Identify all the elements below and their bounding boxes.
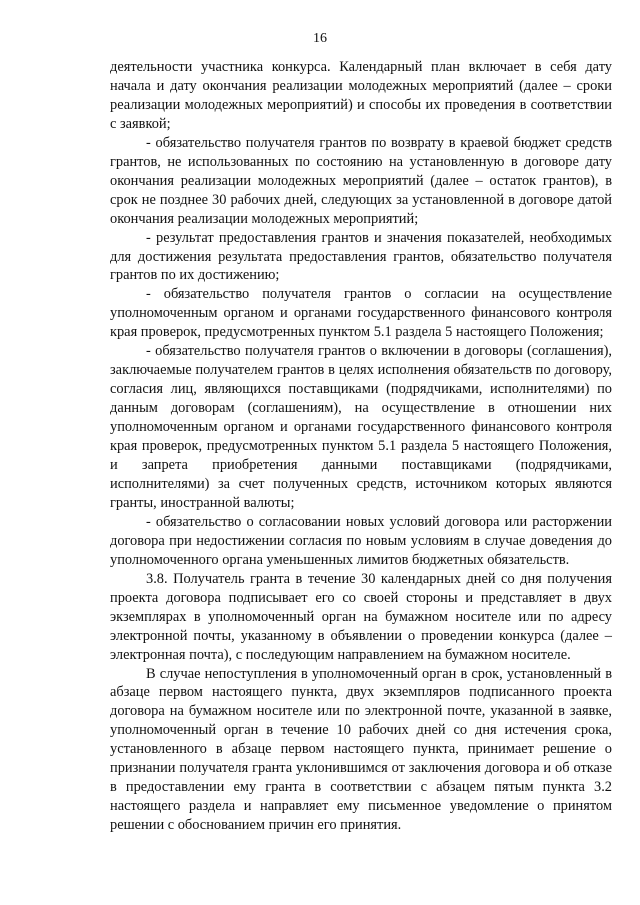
page-number: 16: [313, 31, 327, 46]
paragraph-3-8: 3.8. Получатель гранта в течение 30 календарных дней со дня получения проекта договора подписывает его со своей стороны и представляет в двух экземплярах в уполномоченный орган на бумажном носителе или по адресу электронной почты, указанному в объявлении о проведении конкурса (далее – электронная почта), с последующим направлением на бумажном носителе.: [110, 570, 612, 663]
paragraph-non-receipt: В случае непоступления в уполномоченный орган в срок, установленный в абзаце первом настоящего пункта, двух экземпляров подписанного проекта договора на бумажном носителе или по электронной почте, указанной в заявке, уполномоченный орган в течение 10 рабочих дней со дня истечения срока, установленного в абзаце первом настоящего пункта, принимает решение о признании получателя гранта уклонившимся от заключения договора и об отказе в предоставлении ему гранта в соответствии с абзацем пятым пункта 3.2 настоящего раздела и направляет ему письменное уведомление о принятом решении с обоснованием причин его принятия.: [110, 665, 612, 834]
paragraph-result-indicators: - результат предоставления грантов и значения показателей, необходимых для достижения результата предоставления грантов, обязательство получателя грантов по их достижению;: [110, 229, 612, 284]
paragraph-obligation-refund: - обязательство получателя грантов по возврату в краевой бюджет средств грантов, не использованных по состоянию на установленную в договоре дату окончания реализации молодежных мероприятий (далее – остаток грантов), в срок не позднее 30 рабочих дней, следующих за установленной в договоре датой окончания реализации молодежных мероприятий;: [110, 134, 612, 227]
paragraph-consent-inspections: - обязательство получателя грантов о согласии на осуществление уполномоченным органом и органами государственного финансового контроля края проверок, предусмотренных пунктом 5.1 раздела 5 настоящего Положения;: [110, 286, 612, 341]
document-body: [110, 58, 612, 835]
paragraph-continuation: деятельности участника конкурса. Календарный план включает в себя дату начала и дату окончания реализации молодежных мероприятий (далее – сроки реализации молодежных мероприятий) и способы их проведения в соответствии с заявкой;: [110, 59, 612, 132]
paragraph-contractors-consent: - обязательство получателя грантов о включении в договоры (соглашения), заключаемые получателем грантов в целях исполнения обязательств по договору, согласия лиц, являющихся поставщиками (подрядчиками, исполнителями) по данным договорам (соглашениям), на осуществление в отношении них уполномоченным органом и органами государственного финансового контроля края проверок, предусмотренных пунктом 5.1 раздела 5 настоящего Положения, и запрета приобретения данными поставщиками (подрядчиками, исполнителями) за счет полученных средств, источником которых являются гранты, иностранной валюты;: [110, 343, 612, 511]
paragraph-new-conditions: - обязательство о согласовании новых условий договора или расторжении договора при недостижении согласия по новым условиям в случае доведения до уполномоченного органа уменьшенных лимитов бюджетных обязательств.: [110, 513, 612, 568]
